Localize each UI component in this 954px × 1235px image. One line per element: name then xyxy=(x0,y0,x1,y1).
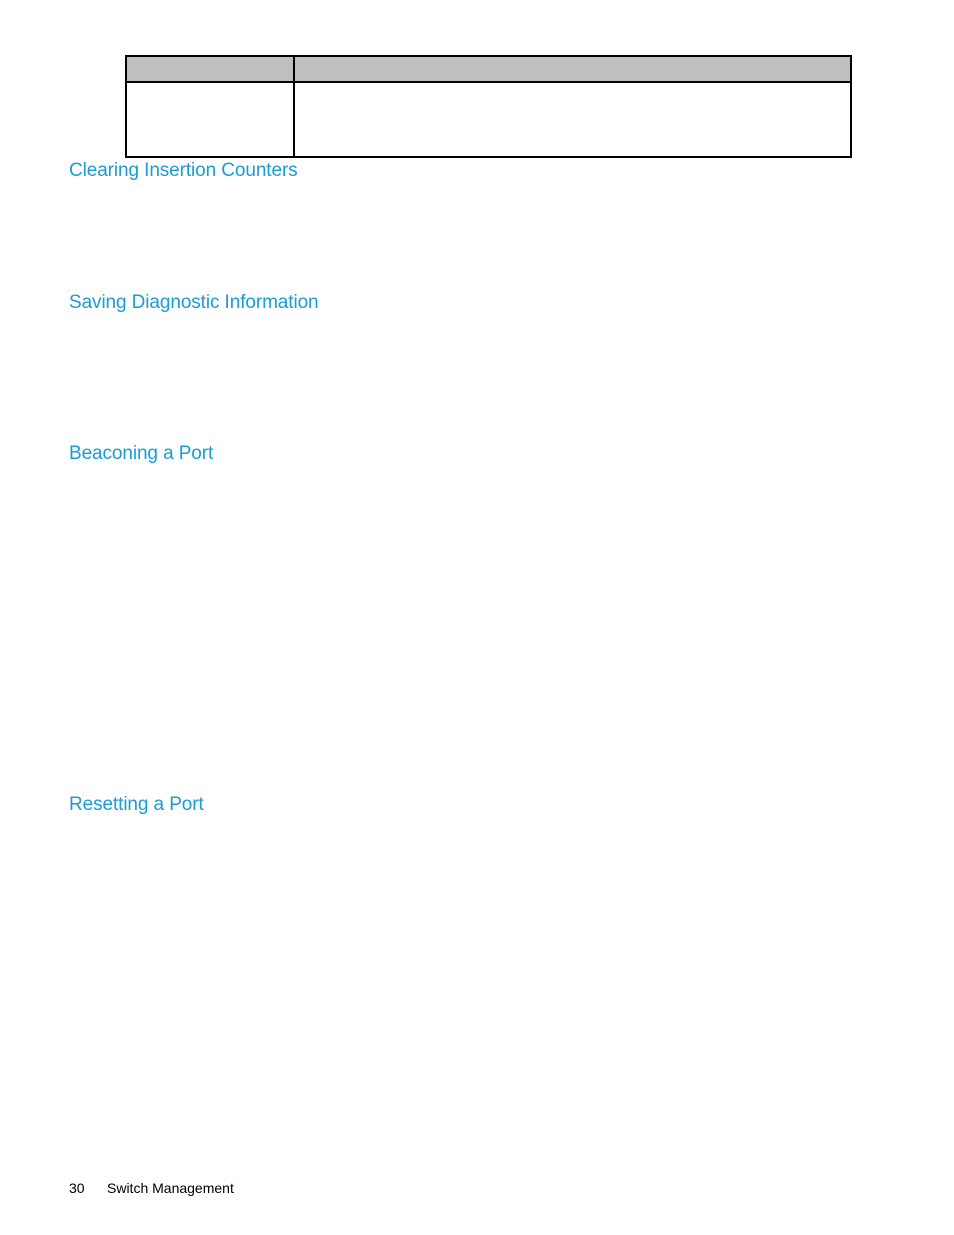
heading-resetting-a-port: Resetting a Port xyxy=(69,794,204,815)
heading-saving-diagnostic-information: Saving Diagnostic Information xyxy=(69,292,319,313)
table-column-divider xyxy=(293,57,295,156)
page-number: 30 xyxy=(69,1180,85,1196)
heading-beaconing-a-port: Beaconing a Port xyxy=(69,443,214,464)
table-header-row xyxy=(127,57,850,83)
heading-clearing-insertion-counters: Clearing Insertion Counters xyxy=(69,160,298,181)
page-footer xyxy=(69,1180,234,1196)
data-table xyxy=(125,55,852,158)
footer-section-title: Switch Management xyxy=(107,1180,234,1196)
